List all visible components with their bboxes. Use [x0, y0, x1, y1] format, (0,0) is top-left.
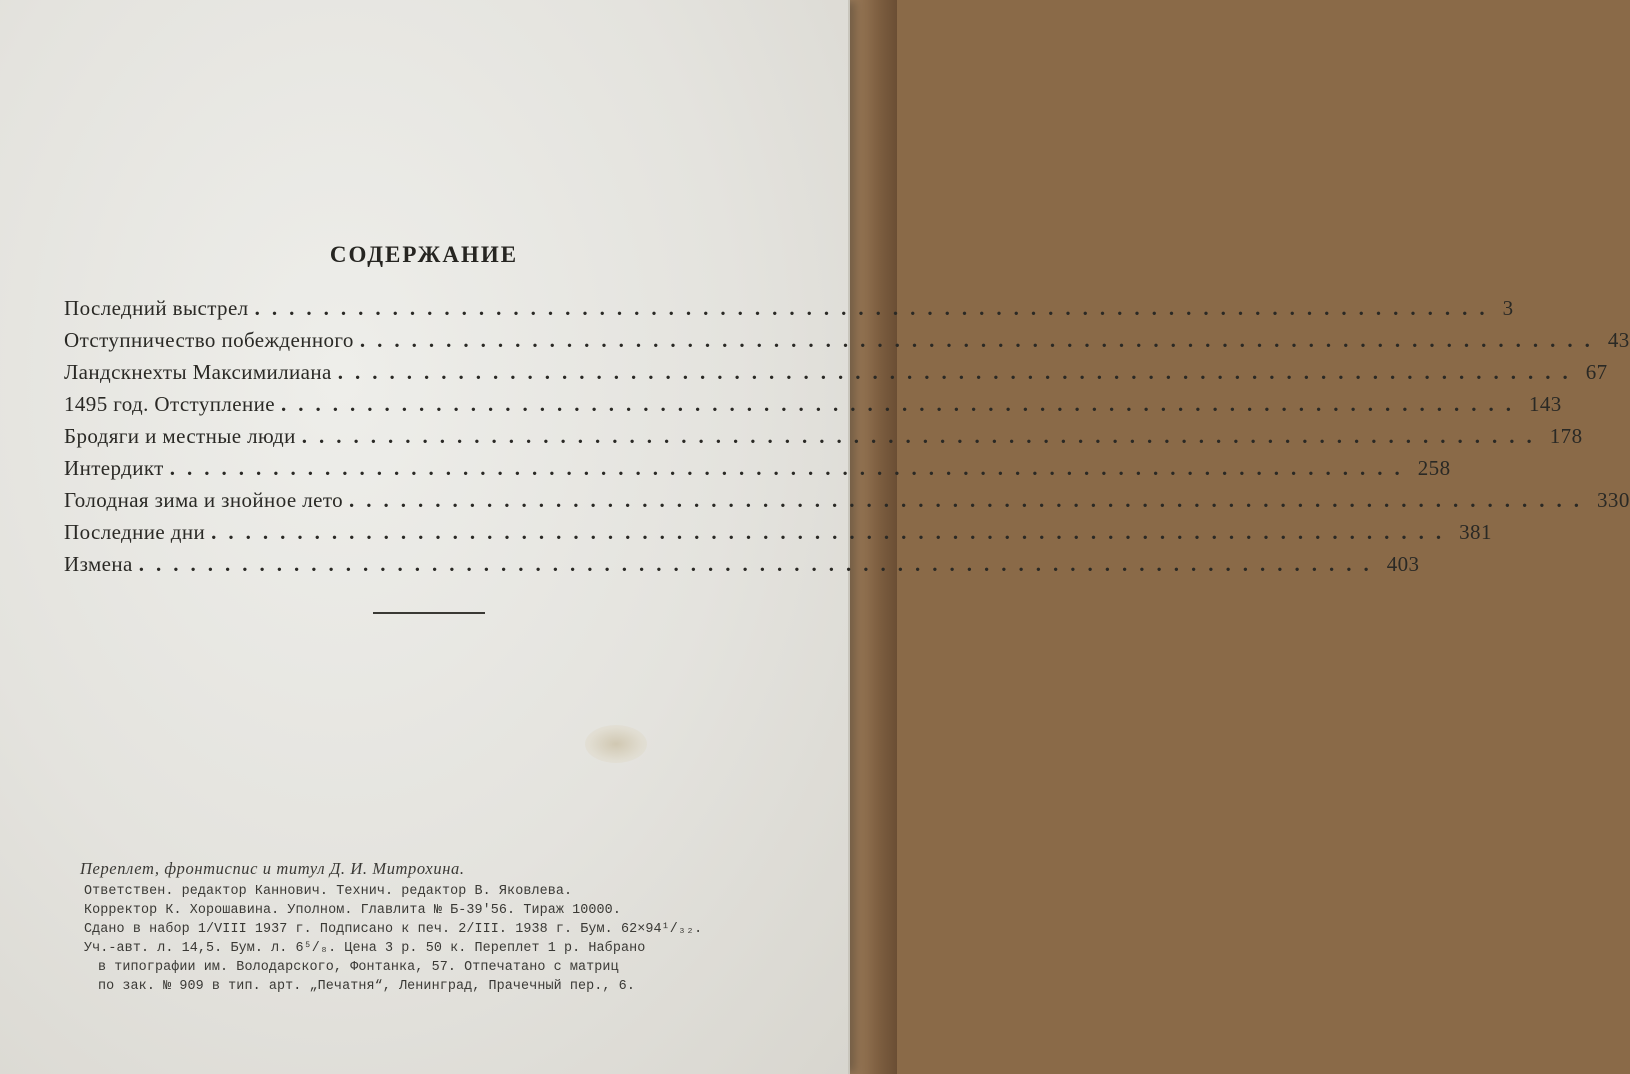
toc-entry-page: 143 [1528, 392, 1562, 416]
toc-leader-dots: ........................................................................ [301, 424, 1544, 448]
toc-entry [64, 456, 1451, 488]
toc-entry-page: 43 [1607, 328, 1630, 352]
toc-leader-dots: ........................................................................ [337, 360, 1580, 384]
toc-entry-title: Последний выстрел [64, 296, 249, 320]
toc-entry-title: Ландскнехты Максимилиана [64, 360, 332, 384]
toc-entry [64, 424, 1583, 456]
toc-entry-page: 67 [1585, 360, 1608, 384]
imprint-line: Сдано в набор 1/VIII 1937 г. Подписано к печ. 2/III. 1938 г. Бум. 62×94¹/₃₂. [84, 922, 703, 937]
toc-entry [64, 328, 1630, 360]
paper-stain [585, 725, 647, 763]
toc-entry-title: Отступничество побежденного [64, 328, 354, 352]
imprint-line: Ответствен. редактор Каннович. Технич. редактор В. Яковлева. [84, 884, 573, 899]
toc-entry [64, 392, 1562, 424]
toc-entry [64, 296, 1514, 328]
table-of-contents [64, 296, 1630, 584]
toc-leader-dots: ........................................................................ [169, 456, 1412, 480]
imprint-line: по зак. № 909 в тип. арт. „Печатня“, Ленинград, Прачечный пер., 6. [98, 979, 635, 994]
toc-leader-dots: ........................................................................ [280, 392, 1523, 416]
toc-entry-title: 1495 год. Отступление [64, 392, 275, 416]
toc-entry [64, 360, 1608, 392]
toc-entry-title: Последние дни [64, 520, 206, 544]
toc-entry-page: 3 [1502, 296, 1514, 320]
imprint-block [80, 856, 804, 996]
toc-entry-title: Бродяги и местные люди [64, 424, 296, 448]
imprint-credit: Переплет, фронтиспис и титул Д. И. Митрохина. [80, 859, 465, 878]
section-divider [373, 612, 485, 614]
toc-entry-title: Измена [64, 552, 133, 576]
toc-entry-page: 381 [1459, 520, 1492, 544]
imprint-line: Уч.-авт. л. 14,5. Бум. л. 6⁵/₈. Цена 3 р. 50 к. Переплет 1 р. Набрано [84, 941, 646, 956]
toc-entry-page: 258 [1417, 456, 1451, 480]
toc-entry-page: 330 [1597, 488, 1630, 512]
toc-leader-dots: ........................................................................ [359, 328, 1602, 352]
toc-leader-dots: ........................................................................ [211, 520, 1454, 544]
toc-entry [64, 552, 1420, 584]
imprint-line: Корректор К. Хорошавина. Уполном. Главлита № Б-39'56. Тираж 10000. [84, 903, 621, 918]
toc-entry-title: Интердикт [64, 456, 164, 480]
toc-leader-dots: ........................................................................ [349, 488, 1592, 512]
toc-entry-page: 403 [1386, 552, 1420, 576]
toc-leader-dots: ........................................................................ [254, 296, 1497, 320]
imprint-line: в типографии им. Володарского, Фонтанка, 57. Отпечатано с матриц [98, 960, 619, 975]
contents-heading: СОДЕРЖАНИЕ [329, 242, 519, 267]
toc-entry-page: 178 [1549, 424, 1583, 448]
toc-leader-dots: ........................................................................ [138, 552, 1381, 576]
toc-entry [64, 488, 1630, 520]
toc-entry [64, 520, 1492, 552]
toc-entry-title: Голодная зима и знойное лето [64, 488, 344, 512]
